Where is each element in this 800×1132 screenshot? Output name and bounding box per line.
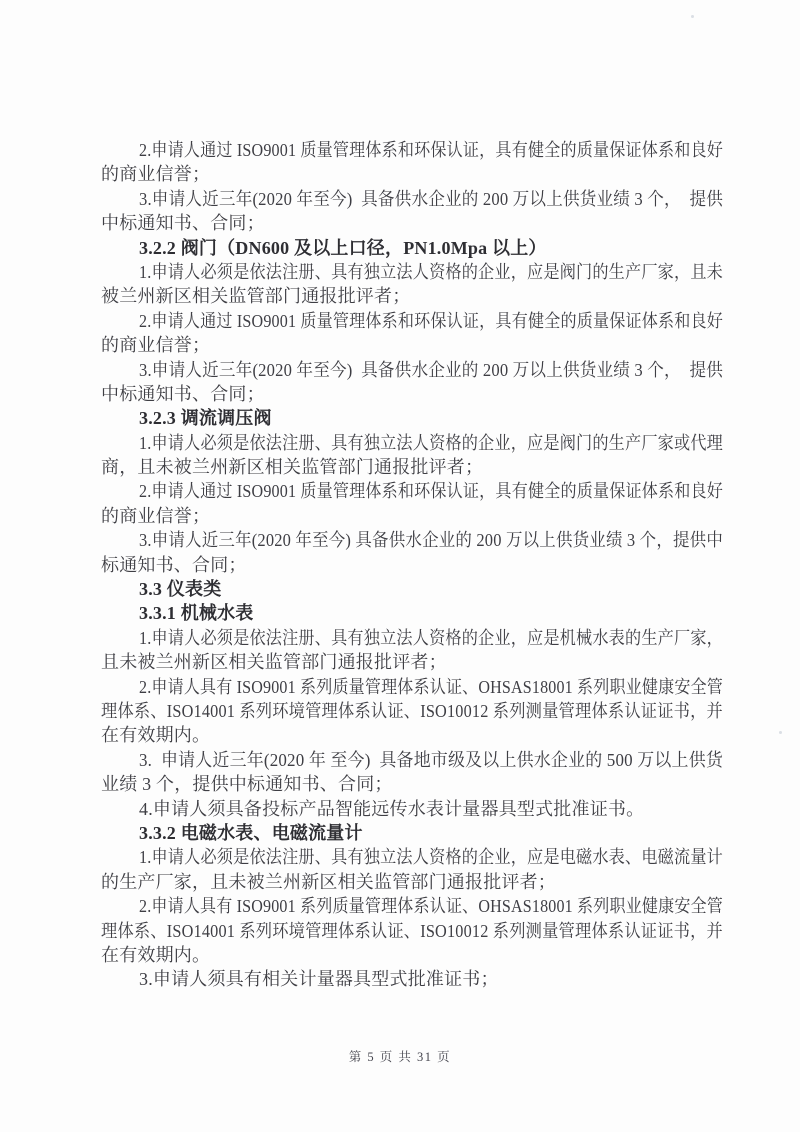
text-line: 3.申请人近三年(2020 年至今) 具备供水企业的 200 万以上供货业绩 3 个， 提供 [139,359,723,380]
text-row [101,748,723,772]
text-row [101,284,723,308]
section-heading: 3.2.2 阀门（DN600 及以上口径，PN1.0Mpa 以上） [139,237,547,258]
text-line: 1.申请人必须是依法注册、具有独立法人资格的企业，应是阀门的生产厂家，且未 [139,261,723,282]
text-row [101,211,723,235]
text-line: 的商业信誉； [101,505,211,526]
text-line: 且未被兰州新区相关监管部门通报批评者； [101,652,447,673]
section-heading: 3.3.2 电磁水表、电磁流量计 [139,822,363,843]
text-row [101,943,723,967]
text-line: 3.申请人须具有相关计量器具型式批准证书； [139,969,499,990]
text-row [101,406,723,430]
text-row [101,187,723,211]
text-line: 2.申请人具有 ISO9001 系列质量管理体系认证、OHSAS18001 系列职业健康安全管 [139,896,723,917]
text-row [101,479,723,503]
text-row [101,553,723,577]
text-row [101,699,723,723]
text-line: 标通知书、合同； [101,554,247,575]
text-line: 理体系、ISO14001 系列环境管理体系认证、ISO10012 系列测量管理体系认证证书，并 [101,920,723,941]
text-row [101,821,723,845]
text-row [101,309,723,333]
text-row [101,772,723,796]
text-row [101,358,723,382]
text-row [101,845,723,869]
text-row [101,333,723,357]
text-line: 在有效期内。 [101,944,211,965]
text-line: 商，且未被兰州新区相关监管部门通报批评者； [101,457,484,478]
text-line: 3. 申请人近三年(2020 年 至今) 具备地市级及以上供水企业的 500 万以上供货 [139,749,723,770]
document-body [101,138,723,992]
text-row [101,504,723,528]
text-row [101,236,723,260]
text-line: 2.申请人具有 ISO9001 系列质量管理体系认证、OHSAS18001 系列职业健康安全管 [139,676,723,697]
text-line: 中标通知书、合同； [101,213,265,234]
text-row [101,455,723,479]
text-row [101,650,723,674]
text-line: 业绩 3 个，提供中标通知书、合同； [101,774,393,795]
text-line: 3.申请人近三年(2020 年至今) 具备供水企业的 200 万以上供货业绩 3 个， 提供 [139,188,723,209]
text-line: 2.申请人通过 ISO9001 质量管理体系和环保认证，具有健全的质量保证体系和良好 [139,481,723,502]
scan-artifact [779,731,782,734]
text-line: 的商业信誉； [101,335,211,356]
text-row [101,162,723,186]
text-line: 1.申请人必须是依法注册、具有独立法人资格的企业，应是电磁水表、电磁流量计 [139,847,723,868]
section-heading: 3.2.3 调流调压阀 [139,408,272,429]
text-row [101,138,723,162]
text-line: 被兰州新区相关监管部门通报批评者； [101,286,411,307]
text-line: 4.申请人须具备投标产品智能远传水表计量器具型式批准证书。 [139,798,645,819]
text-row [101,797,723,821]
text-row [101,382,723,406]
scan-artifact [691,15,694,18]
text-row [101,894,723,918]
text-row [101,967,723,991]
text-line: 2.申请人通过 ISO9001 质量管理体系和环保认证，具有健全的质量保证体系和良好 [139,140,723,160]
text-row [101,260,723,284]
text-line: 中标通知书、合同； [101,383,265,404]
text-row [101,919,723,943]
text-row [101,675,723,699]
text-row [101,577,723,601]
page-number-text: 第 5 页 共 31 页 [348,1050,452,1064]
text-row [101,626,723,650]
text-line: 理体系、ISO14001 系列环境管理体系认证、ISO10012 系列测量管理体系认证证书，并 [101,700,723,721]
text-line: 在有效期内。 [101,725,211,746]
text-line: 1.申请人必须是依法注册、具有独立法人资格的企业，应是阀门的生产厂家或代理 [139,432,723,453]
text-row [101,723,723,747]
text-line: 1.申请人必须是依法注册、具有独立法人资格的企业，应是机械水表的生产厂家， [139,627,723,648]
text-row [101,431,723,455]
text-line: 3.申请人近三年(2020 年至今) 具备供水企业的 200 万以上供货业绩 3 个，提供中 [139,530,723,551]
section-heading: 3.3.1 机械水表 [139,603,254,624]
page-footer [0,1047,800,1065]
text-line: 的生产厂家，且未被兰州新区相关监管部门通报批评者； [101,871,556,892]
text-row [101,870,723,894]
text-line: 2.申请人通过 ISO9001 质量管理体系和环保认证，具有健全的质量保证体系和良好 [139,310,723,331]
text-line: 的商业信誉； [101,164,211,185]
text-row [101,528,723,552]
section-heading: 3.3 仪表类 [139,579,222,600]
text-row [101,601,723,625]
